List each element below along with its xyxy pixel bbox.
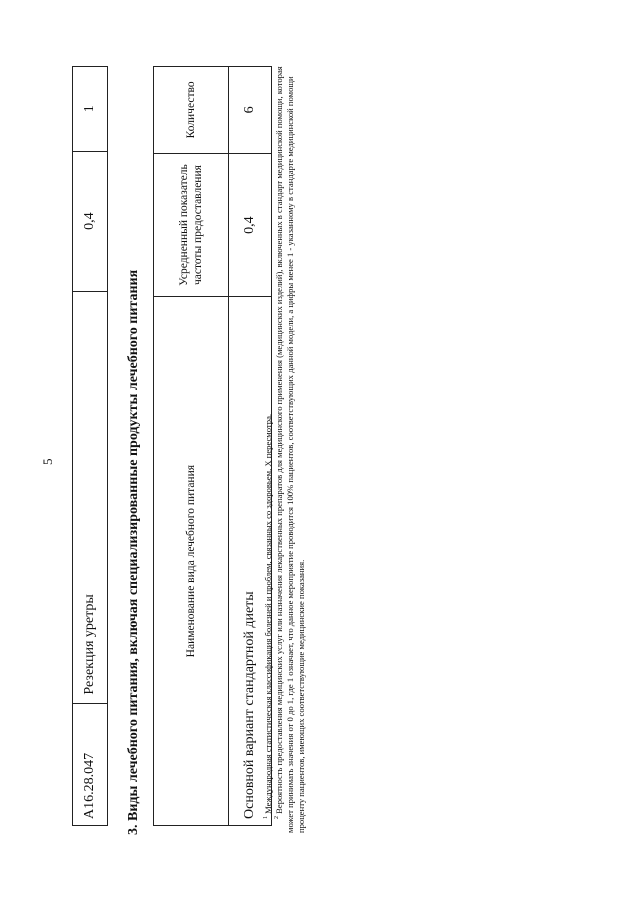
- footnote-2: [274, 63, 307, 833]
- service-avg-frequency-cell: 0,4: [73, 151, 108, 291]
- footnote-marker: 1: [263, 816, 270, 819]
- section-heading: 3. Виды лечебного питания, включая специализированные продукты лечебного питания: [126, 269, 141, 835]
- diet-name-header: Наименование вида лечебного питания: [154, 297, 229, 826]
- diet-table: [153, 66, 272, 826]
- services-table-last-row: [72, 66, 108, 826]
- quantity-header: Количество: [154, 67, 229, 154]
- page-number: 5: [40, 458, 55, 465]
- footnote-marker: 2: [274, 816, 281, 819]
- avg-frequency-header: Усредненный показатель частоты предоставления: [154, 153, 229, 297]
- diet-avg-frequency-cell: 0,4: [229, 153, 272, 297]
- footnotes: [263, 63, 307, 833]
- service-quantity-cell: 1: [73, 67, 108, 152]
- service-name-cell: Резекция уретры: [73, 291, 108, 703]
- diet-quantity-cell: 6: [229, 67, 272, 154]
- footnote-1: [263, 63, 274, 833]
- diet-name-cell: Основной вариант стандартной диеты: [229, 297, 272, 826]
- service-code-cell: A16.28.047: [73, 703, 108, 825]
- table-header-row: [154, 67, 229, 826]
- footnote-text: Международная статистическая классификация болезней и проблем, связанных со здоровьем, X пересмотра.: [263, 413, 273, 814]
- table-row: [73, 67, 108, 826]
- footnote-text: Вероятность предоставления медицинских услуг или назначения лекарственных препаратов для медицинского применения (медицинских изделий), включенных в стандарт медицинской помощи, которая может принимать значения от 0 до 1, где 1 означает, что данное мероприятие проводится 100% пациентов, соответствующих данной модели, а цифры менее 1 - указанному в стандарте медицинской помощи проценту пациентов, имеющих соответствующие медицинские показания.: [274, 66, 306, 833]
